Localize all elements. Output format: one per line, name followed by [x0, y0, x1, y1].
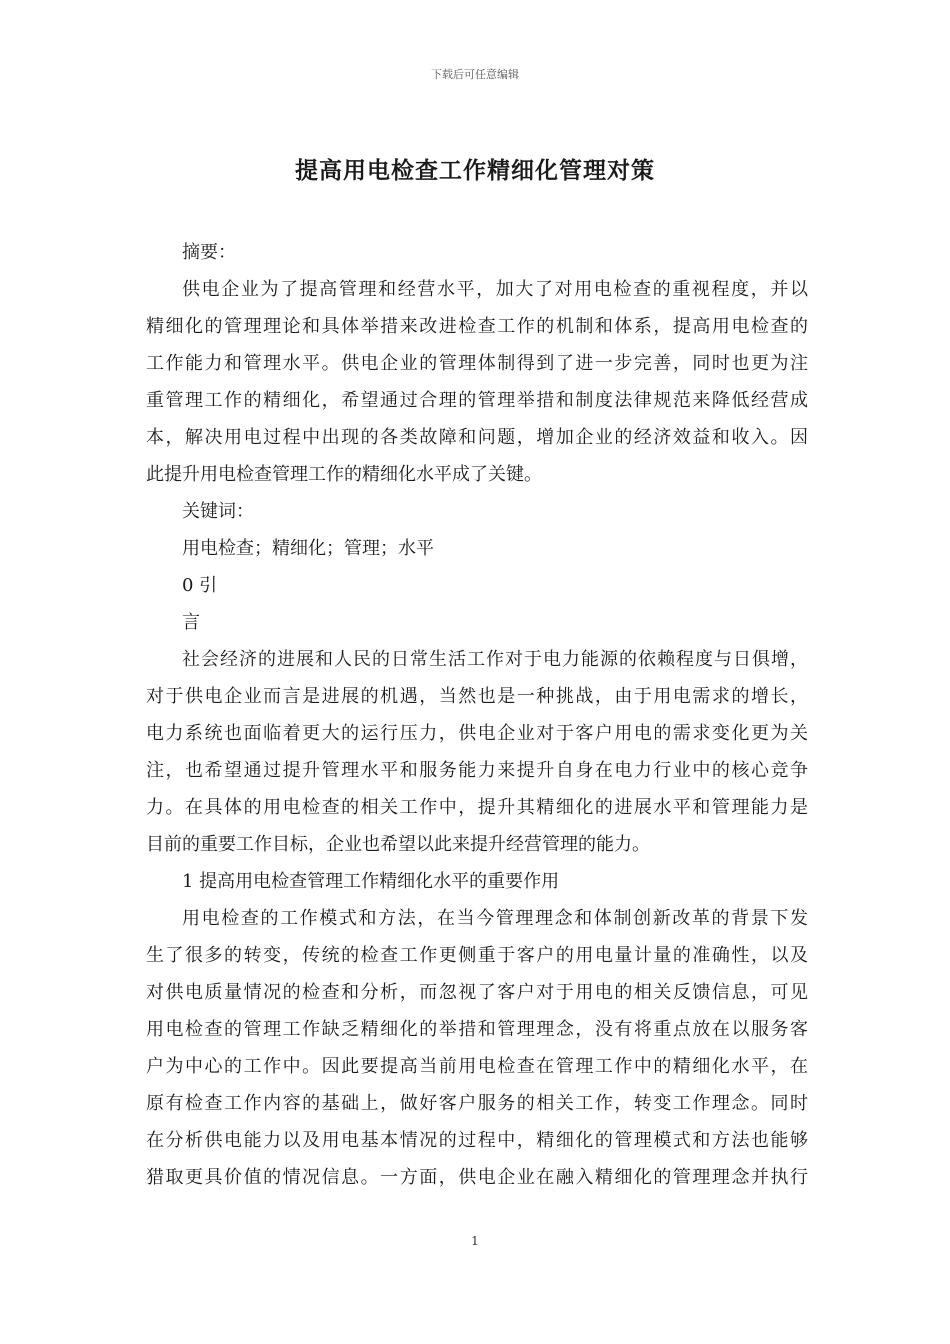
- page-number: 1: [471, 1234, 479, 1248]
- abstract-line: 重管理工作的精细化，希望通过合理的管理举措和制度法律规范来降低经营成: [146, 390, 808, 411]
- intro-line: 电力系统也面临着更大的运行压力，供电企业对于客户用电的需求变化更为关: [146, 723, 808, 744]
- section-1-heading: 1 提高用电检查管理工作精细化水平的重要作用: [182, 871, 560, 892]
- intro-line: 社会经济的进展和人民的日常生活工作对于电力能源的依赖程度与日俱增，: [182, 649, 808, 670]
- abstract-line: 此提升用电检查管理工作的精细化水平成了关键。: [146, 464, 542, 485]
- intro-paragraph: [146, 641, 808, 863]
- intro-line: 力。在具体的用电检查的相关工作中，提升其精细化的进展水平和管理能力是: [146, 797, 808, 818]
- keywords-label: 关键词：: [182, 501, 254, 522]
- section-1-line: 生了很多的转变，传统的检查工作更侧重于客户的用电量计量的准确性，以及: [146, 945, 808, 966]
- section-1-line: 用电检查的管理工作缺乏精细化的举措和管理理念，没有将重点放在以服务客: [146, 1019, 808, 1040]
- section-1-line: 户为中心的工作中。因此要提高当前用电检查在管理工作中的精细化水平，在: [146, 1056, 808, 1077]
- intro-line: 目前的重要工作目标，企业也希望以此来提升经营管理的能力。: [146, 834, 650, 855]
- section-1-line: 猎取更具价值的情况信息。一方面，供电企业在融入精细化的管理理念并执行: [146, 1167, 808, 1188]
- abstract-line: 精细化的管理理论和具体举措来改进检查工作的机制和体系，提高用电检查的: [146, 316, 808, 337]
- section-1-line: 在分析供电能力以及用电基本情况的过程中，精细化的管理模式和方法也能够: [146, 1130, 808, 1151]
- section-1-line: 原有检查工作内容的基础上，做好客户服务的相关工作，转变工作理念。同时: [146, 1093, 808, 1114]
- document-title: 提高用电检查工作精细化管理对策: [295, 158, 655, 184]
- header-note: 下载后可任意编辑: [431, 68, 519, 81]
- intro-line: 注，也希望通过提升管理水平和服务能力来提升自身在电力行业中的核心竞争: [146, 760, 808, 781]
- keywords: 用电检查；精细化；管理；水平: [182, 538, 434, 559]
- intro-heading-part1: 0 引: [182, 575, 218, 596]
- intro-heading-part2: 言: [182, 612, 200, 633]
- intro-line: 对于供电企业而言是进展的机遇，当然也是一种挑战，由于用电需求的增长，: [146, 686, 808, 707]
- abstract-line: 工作能力和管理水平。供电企业的管理体制得到了进一步完善，同时也更为注: [146, 353, 808, 374]
- section-1-paragraph: [146, 900, 808, 1196]
- abstract-label: 摘要：: [182, 242, 236, 263]
- section-1-line: 用电检查的工作模式和方法，在当今管理理念和体制创新改革的背景下发: [182, 908, 808, 929]
- document-body: [146, 234, 808, 1196]
- abstract-line: 供电企业为了提高管理和经营水平，加大了对用电检查的重视程度，并以: [182, 279, 808, 300]
- section-1-line: 对供电质量情况的检查和分析，而忽视了客户对于用电的相关反馈信息，可见: [146, 982, 808, 1003]
- abstract-paragraph: [146, 271, 808, 493]
- abstract-line: 本，解决用电过程中出现的各类故障和问题，增加企业的经济效益和收入。因: [146, 427, 808, 448]
